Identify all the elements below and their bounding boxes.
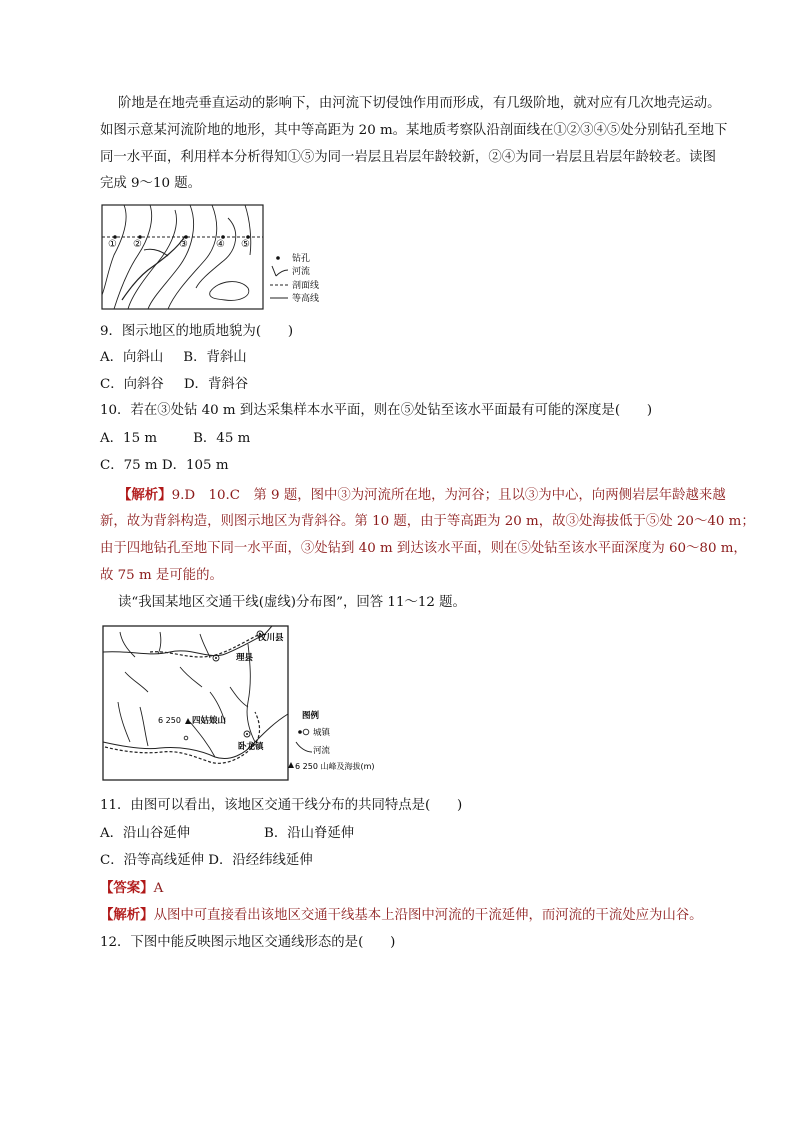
analysis-tag: 【解析】: [100, 907, 154, 923]
town-wenchuan: 汶川县: [258, 633, 284, 643]
q10-option-a: A．15 m: [100, 431, 158, 446]
answer-value: A: [153, 881, 164, 896]
legend-peak: 6 250 山峰及海拔(m): [295, 762, 375, 771]
answer-11: [100, 878, 163, 899]
legend-river-symbol: [296, 742, 312, 752]
well-label-1: ①: [108, 239, 117, 250]
analysis-9-10-line-3: 由于四地钻孔至地下同一水平面，③处钻到 40 m 到达该水平面，则在⑤处钻至该水平面深度为 60～80 m，: [100, 541, 747, 556]
intro-11-12: 读“我国某地区交通干线(虚线)分布图”，回答 11～12 题。: [118, 595, 466, 610]
intro-line-3: 同一水平面，利用样本分析得知①⑤为同一岩层且岩层年龄较新，②④为同一岩层且岩层年龄较老。读图: [100, 150, 716, 165]
question-9: 9．图示地区的地质地貌为( ): [100, 324, 294, 339]
contour-line: [102, 205, 126, 295]
question-10-options-cd: C．75 m D．105 m: [100, 458, 229, 473]
legend-profile: 剖面线: [292, 281, 320, 291]
analysis-9-10-line-4: 故 75 m 是可能的。: [100, 568, 223, 583]
river-tributary: [120, 632, 135, 657]
river-tributary: [180, 667, 202, 687]
analysis-tag: 【解析】: [118, 487, 172, 503]
legend-peak-symbol: [288, 762, 294, 768]
question-9-options-ab: [100, 348, 247, 368]
q9-option-a: A．向斜山: [100, 350, 164, 365]
contour-line: [148, 205, 194, 309]
legend-river: 河流: [292, 267, 311, 277]
intro-line-2: 如图示意某河流阶地的地形，其中等高距为 20 m。某地质考察队沿剖面线在①②③④⑤处分别钻孔至地下: [100, 123, 728, 138]
terrace-figure: [100, 200, 340, 315]
q9-option-c: C．向斜谷: [100, 377, 164, 392]
analysis-11: [100, 905, 703, 926]
river-tributary: [230, 687, 248, 707]
legend-town-dot: [298, 730, 302, 734]
town-wolong: 卧龙镇: [238, 742, 264, 752]
well-label-3: ③: [179, 239, 188, 250]
question-10: 10．若在③处钻 40 m 到达采集样本水平面，则在⑤处钻至该水平面最有可能的深度是( ): [100, 403, 653, 418]
river-tributary: [118, 702, 130, 742]
peak-symbol: [185, 718, 191, 724]
legend-well-symbol: [276, 256, 280, 260]
peak-name: 四姑娘山: [192, 716, 227, 726]
peak-elevation: 6 250: [158, 716, 181, 725]
well-label-4: ④: [216, 239, 225, 250]
question-11-options-ab: [100, 824, 354, 844]
question-10-options-ab: [100, 429, 250, 449]
legend-town: 城镇: [313, 728, 331, 738]
analysis-text: 从图中可直接看出该地区交通干线基本上沿图中河流的干流延伸，而河流的干流处应为山谷。: [153, 908, 703, 923]
q11-option-b: B．沿山脊延伸: [264, 826, 355, 841]
well-label-2: ②: [133, 239, 142, 250]
analysis-text: 9.D 10.C 第 9 题，图中③为河流所在地，为河谷；且以③为中心，向两侧岩层年龄越来越: [171, 488, 726, 503]
small-dot: [184, 736, 188, 740]
answer-tag: 【答案】: [100, 880, 154, 896]
question-11-options-cd: C．沿等高线延伸 D．沿经纬线延伸: [100, 853, 313, 868]
river-tributary: [140, 707, 148, 746]
legend-river: 河流: [313, 746, 331, 756]
contour-line: [114, 205, 152, 309]
q9-option-b: B．背斜山: [183, 350, 247, 365]
legend-title: 图例: [302, 711, 320, 721]
legend-contour: 等高线: [292, 294, 320, 304]
town-lixian: 理县: [236, 653, 254, 663]
question-9-options-cd: [100, 375, 248, 395]
well-label-5: ⑤: [241, 239, 250, 250]
intro-line-1: 阶地是在地壳垂直运动的影响下，由河流下切侵蚀作用而形成，有几级阶地，就对应有几次地壳运动。: [118, 96, 721, 111]
q9-option-d: D．背斜谷: [183, 377, 249, 392]
river-tributary: [158, 632, 161, 654]
question-12: 12．下图中能反映图示地区交通线形态的是( ): [100, 935, 396, 950]
analysis-9-10-line-1: [118, 485, 726, 506]
q11-option-a: A．沿山谷延伸: [100, 826, 191, 841]
analysis-9-10-line-2: 新，故为背斜构造，则图示地区为背斜谷。第 10 题，由于等高距为 20 m，故③处海拔低于⑤处 20～40 m；: [100, 514, 755, 529]
legend-river-symbol: [272, 266, 288, 276]
contour-line: [196, 218, 236, 288]
legend-well: 钻孔: [292, 254, 311, 264]
question-11: 11．由图可以看出，该地区交通干线分布的共同特点是( ): [100, 798, 463, 813]
transport-map: [100, 622, 375, 784]
q10-option-b: B．45 m: [193, 431, 251, 446]
river-tributary: [125, 672, 148, 692]
contour-closed: [210, 282, 249, 301]
intro-line-4: 完成 9～10 题。: [100, 176, 202, 191]
